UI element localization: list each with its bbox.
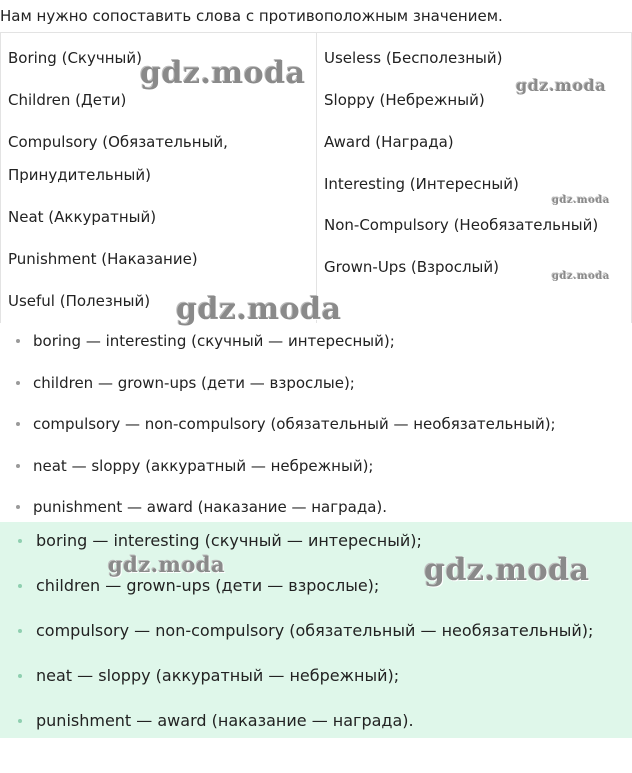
table-cell: Useless (Бесполезный) [324, 49, 503, 67]
intro-text: Нам нужно сопоставить слова с противоположным значением. [0, 7, 503, 25]
watermark: gdz.moda [140, 56, 306, 91]
bullet-icon [16, 381, 20, 385]
table-cell: Sloppy (Небрежный) [324, 91, 485, 109]
list-item [36, 711, 414, 731]
watermark: gdz.moda [552, 271, 610, 282]
table-cell: Interesting (Интересный) [324, 175, 519, 193]
bullet-icon [16, 339, 20, 343]
list-item-text: punishment — award (наказание — награда). [33, 498, 388, 516]
table-cell: Neat (Аккуратный) [8, 208, 157, 226]
table-cell: Boring (Скучный) [8, 49, 142, 67]
bullet-icon [18, 539, 22, 543]
list-item-text: compulsory — non-compulsory (обязательный — необязательный); [36, 621, 594, 640]
table-cell: Принудительный) [8, 166, 151, 184]
list-item-text: children — grown-ups (дети — взрослые); [33, 374, 355, 392]
list-item [36, 621, 593, 641]
watermark: gdz.moda [108, 552, 226, 577]
watermark: gdz.moda [176, 292, 342, 327]
table-cell: Children (Дети) [8, 91, 127, 109]
watermark: gdz.moda [552, 195, 610, 206]
watermark: gdz.moda [424, 553, 590, 588]
list-item-text: neat — sloppy (аккуратный — небрежный); [36, 666, 400, 685]
list-item-text: boring — interesting (скучный — интересный); [36, 531, 422, 550]
bullet-icon [18, 584, 22, 588]
table-cell: Non-Compulsory (Необязательный) [324, 216, 599, 234]
bullet-icon [18, 719, 22, 723]
list-item-text: boring — interesting (скучный — интересный); [33, 332, 395, 350]
list-item [33, 497, 387, 517]
list-item [33, 373, 355, 393]
list-item [33, 331, 395, 351]
bullet-icon [16, 505, 20, 509]
bullet-icon [18, 674, 22, 678]
list-item-text: compulsory — non-compulsory (обязательный — необязательный); [33, 415, 556, 433]
list-item-text: children — grown-ups (дети — взрослые); [36, 576, 380, 595]
list-item [36, 666, 399, 686]
bullet-icon [16, 464, 20, 468]
table-cell: Useful (Полезный) [8, 292, 151, 310]
list-item-text: punishment — award (наказание — награда). [36, 711, 414, 730]
table-cell: Compulsory (Обязательный, [8, 133, 228, 151]
watermark: gdz.moda [516, 76, 607, 95]
list-item [36, 531, 422, 551]
list-item [33, 456, 373, 476]
table-cell: Grown-Ups (Взрослый) [324, 258, 500, 276]
list-item [33, 414, 556, 434]
table-cell: Punishment (Наказание) [8, 250, 198, 268]
bullet-icon [16, 422, 20, 426]
list-item-text: neat — sloppy (аккуратный — небрежный); [33, 457, 374, 475]
table-cell: Award (Награда) [324, 133, 454, 151]
bullet-icon [18, 629, 22, 633]
list-item [36, 576, 379, 596]
